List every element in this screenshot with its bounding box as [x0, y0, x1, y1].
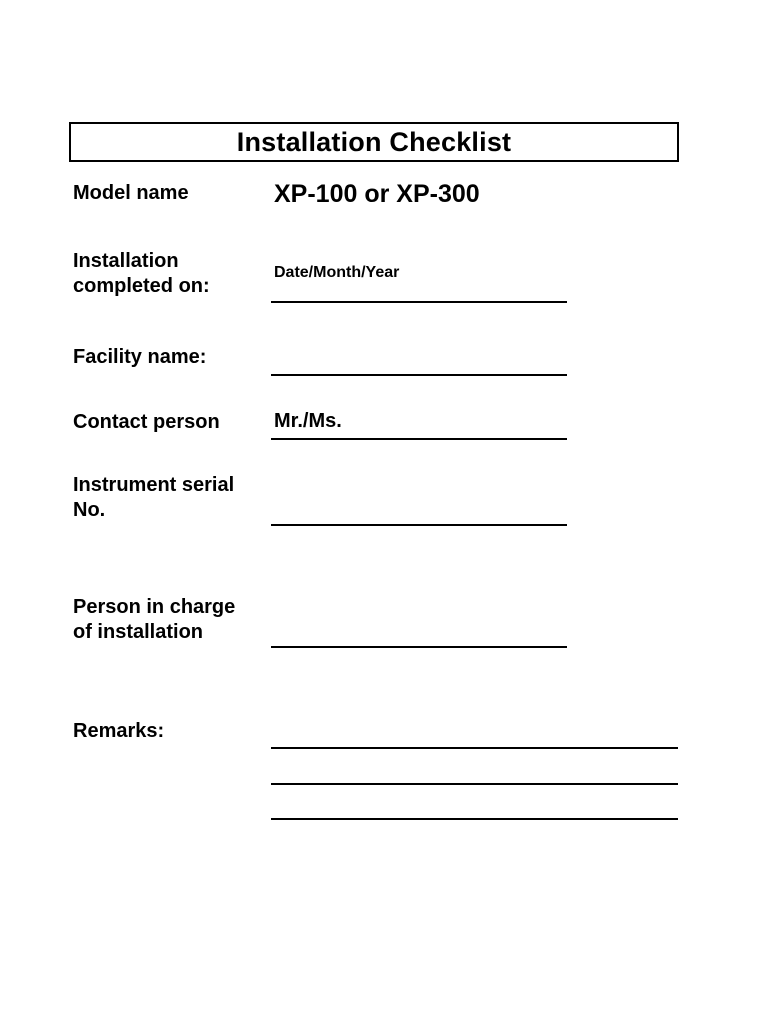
person-in-charge-label: Person in charge of installation	[73, 596, 236, 643]
installation-completed-label: Installation completed on:	[73, 250, 210, 297]
model-name-value: XP-100 or XP-300	[274, 180, 480, 208]
contact-person-label: Contact person	[73, 411, 220, 433]
remarks-line-2[interactable]	[271, 783, 678, 785]
remarks-line-1[interactable]	[271, 747, 678, 749]
title-box	[69, 122, 679, 162]
person-in-charge-field[interactable]	[271, 646, 567, 648]
remarks-line-3[interactable]	[271, 818, 678, 820]
date-format-hint: Date/Month/Year	[274, 264, 400, 281]
model-name-label: Model name	[73, 182, 189, 204]
facility-name-field[interactable]	[271, 374, 567, 376]
form-title: Installation Checklist	[236, 126, 512, 157]
contact-person-field[interactable]	[271, 438, 567, 440]
instrument-serial-label: Instrument serial No.	[73, 474, 235, 521]
contact-salutation: Mr./Ms.	[274, 410, 342, 432]
installation-date-field[interactable]	[271, 301, 567, 303]
facility-name-label: Facility name:	[73, 346, 207, 368]
remarks-label: Remarks:	[73, 720, 165, 742]
instrument-serial-field[interactable]	[271, 524, 567, 526]
